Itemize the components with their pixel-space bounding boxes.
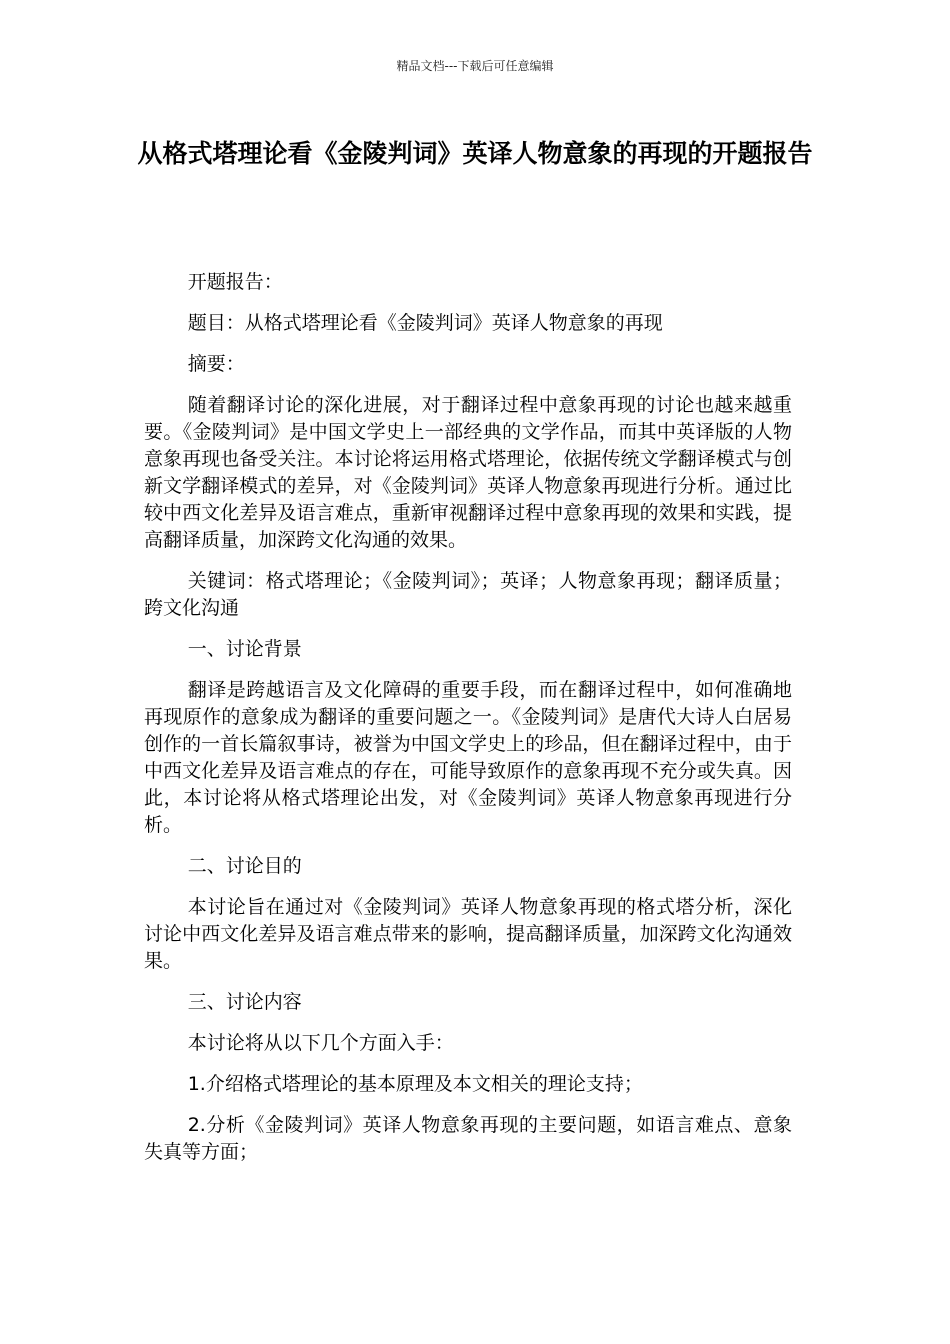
document-title: 从格式塔理论看《金陵判词》英译人物意象的再现的开题报告 [137, 139, 813, 168]
paragraph-background: 翻译是跨越语言及文化障碍的重要手段，而在翻译过程中，如何准确地再现原作的意象成为翻译的重要问题之一。《金陵判词》是唐代大诗人白居易创作的一首长篇叙事诗，被誉为中国文学史上的珍品，但在翻译过程中，由于中西文化差异及语言难点的存在，可能导致原作的意象再现不充分或失真。因此，本讨论将从格式塔理论出发，对《金陵判词》英译人物意象再现进行分析。 [144, 679, 792, 836]
header-note: 精品文档---下载后可任意编辑 [396, 59, 554, 73]
paragraph-abstract-label: 摘要： [187, 353, 245, 375]
paragraph-report-label: 开题报告： [187, 271, 283, 293]
list-item-1: 1.介绍格式塔理论的基本原理及本文相关的理论支持； [187, 1073, 643, 1095]
paragraph-abstract: 随着翻译讨论的深化进展，对于翻译过程中意象再现的讨论也越来越重要。《金陵判词》是中国文学史上一部经典的文学作品，而其中英译版的人物意象再现也备受关注。本讨论将运用格式塔理论，依据传统文学翻译模式与创新文学翻译模式的差异，对《金陵判词》英译人物意象再现进行分析。通过比较中西文化差异及语言难点，重新审视翻译过程中意象再现的效果和实践，提高翻译质量，加深跨文化沟通的效果。 [144, 394, 792, 551]
paragraph-keywords: 关键词：格式塔理论；《金陵判词》；英译；人物意象再现；翻译质量；跨文化沟通 [144, 570, 792, 619]
section-heading-content: 三、讨论内容 [187, 991, 302, 1013]
document-body [144, 269, 792, 1180]
section-heading-purpose: 二、讨论目的 [187, 855, 302, 877]
paragraph-topic: 题目：从格式塔理论看《金陵判词》英译人物意象的再现 [187, 312, 663, 334]
list-item-2: 2.分析《金陵判词》英译人物意象再现的主要问题，如语言难点、意象失真等方面； [144, 1114, 792, 1163]
paragraph-content-intro: 本讨论将从以下几个方面入手： [187, 1032, 454, 1054]
section-heading-background: 一、讨论背景 [187, 638, 302, 660]
paragraph-purpose: 本讨论旨在通过对《金陵判词》英译人物意象再现的格式塔分析，深化讨论中西文化差异及语言难点带来的影响，提高翻译质量，加深跨文化沟通效果。 [144, 896, 792, 972]
